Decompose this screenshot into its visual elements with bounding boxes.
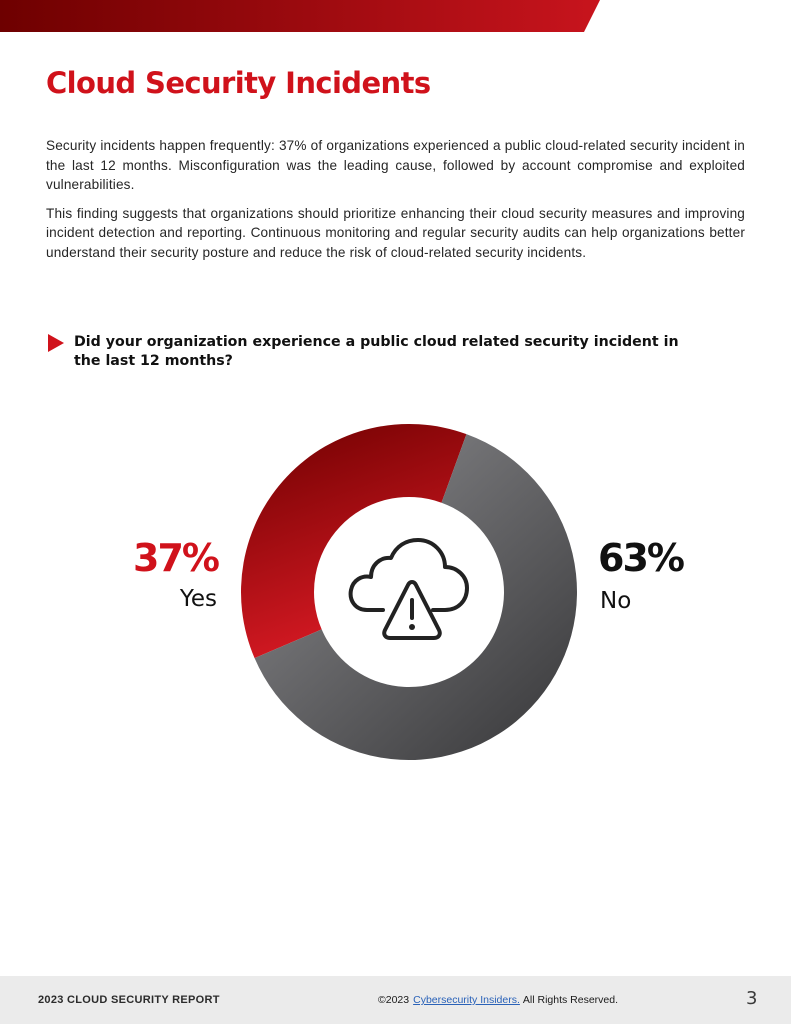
yes-label: Yes: [179, 586, 217, 612]
yes-percentage: 37%: [133, 536, 218, 580]
footer: [0, 976, 791, 1024]
report-title: 2023 CLOUD SECURITY REPORT: [38, 994, 220, 1006]
copyright: [378, 994, 618, 1006]
paragraph: Security incidents happen frequently: 37% of organizations experienced a public cloud-related security incident in the last 12 months. Misconfiguration was the leading cause, followed by account compromise and exploited vulnerabilities.: [46, 138, 745, 193]
no-label: No: [600, 588, 632, 614]
page-title: Cloud Security Incidents: [46, 66, 431, 100]
play-arrow-icon: [48, 334, 64, 352]
page-number: 3: [746, 988, 758, 1009]
survey-question: [48, 333, 708, 371]
copyright-year: ©2023: [378, 994, 410, 1006]
paragraph: This finding suggests that organizations should prioritize enhancing their cloud security measures and improving incident detection and reporting. Continuous monitoring and regular security audits can help organizations better understand their security posture and reduce the risk of cloud-related security incidents.: [46, 205, 745, 260]
no-percentage: 63%: [598, 536, 683, 580]
top-banner: [0, 0, 600, 32]
cybersecurity-insiders-link[interactable]: Cybersecurity Insiders.: [413, 994, 520, 1006]
rights-text: All Rights Reserved.: [522, 994, 619, 1006]
cloud-warning-icon: [345, 532, 475, 647]
question-text: Did your organization experience a public cloud related security incident in the last 12 months?: [74, 334, 679, 369]
body-text: [46, 136, 745, 272]
